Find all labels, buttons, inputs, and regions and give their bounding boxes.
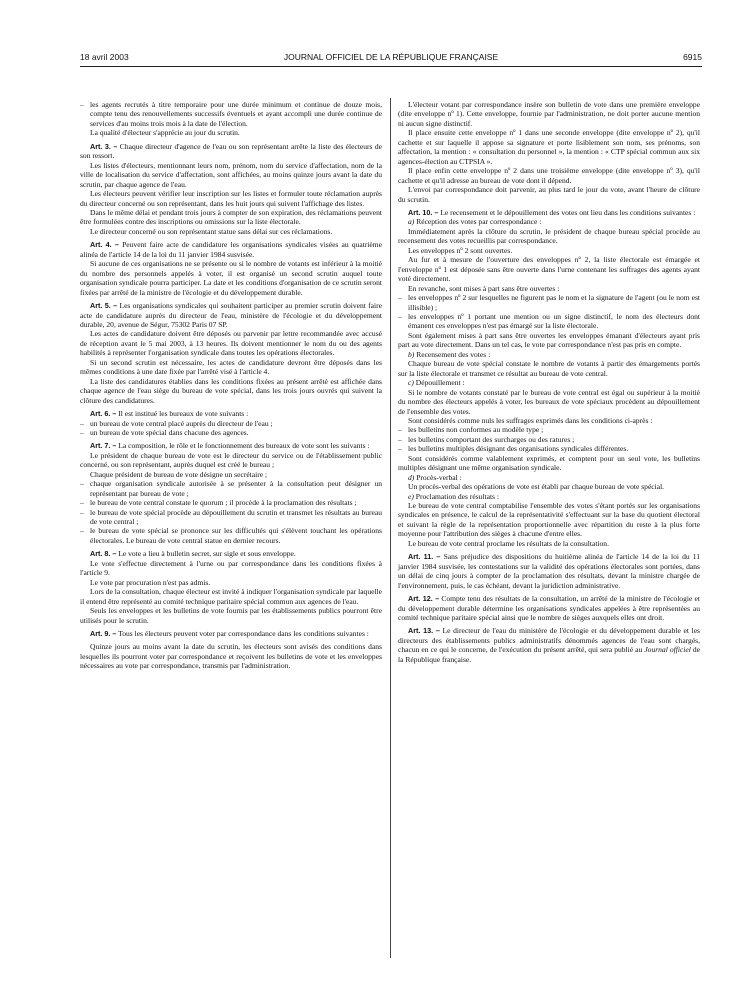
paragraph	[80, 128, 382, 137]
paragraph-text: Sans préjudice des dispositions du huitième alinéa de l'article 14 de la loi du 11 janvier 1984 susvisée, les contestations sur la validité des opérations électorales sont portées, dans un délai de cinq jours à compter de la proclamation des résultats, devant la ministre chargée de l'environnement, puis, le cas échéant, devant la juridiction administrative.	[398, 552, 701, 590]
list-item	[398, 425, 700, 434]
article-paragraph	[80, 142, 382, 161]
article-number: Art. 9. –	[90, 629, 117, 639]
list-dash: –	[80, 507, 84, 517]
paragraph-text: La liste des candidatures établies dans les conditions fixées au présent arrêté est affichée dans chaque agence de l'eau siège du bureau de vote spécial, dans les trois jours ouvrés qui suivent la clôture des candidatures.	[80, 376, 382, 405]
paragraph	[80, 208, 382, 227]
paragraph	[80, 329, 382, 357]
subsection-heading	[398, 217, 700, 226]
paragraph-text: les bulletins multiples désignant des organisations syndicales différentes.	[408, 444, 629, 454]
subsection-letter: d)	[408, 472, 415, 482]
subsection-heading	[398, 492, 700, 501]
subsection-heading	[398, 350, 700, 359]
paragraph-text: Le directeur concerné ou son représentant statue sans délai sur ces réclamations.	[90, 226, 333, 236]
paragraph-text: Peuvent faire acte de candidature les organisations syndicales visées au quatrième alinéa de l'article 14 de la loi du 11 janvier 1984 susvisée.	[80, 240, 382, 259]
paragraph	[398, 482, 700, 491]
paragraph-text: Dépouillement :	[415, 378, 465, 388]
article-paragraph	[80, 240, 382, 259]
list-item	[80, 508, 382, 527]
page-header	[80, 52, 702, 64]
header-date: 18 avril 2003	[80, 52, 129, 62]
right-column	[398, 100, 700, 664]
paragraph-text: Sont considérés comme valablement exprimés, et comptent pour un seul vote, les bulletins multiples désignant une même organisation syndicale.	[398, 453, 700, 473]
paragraph	[398, 388, 700, 416]
paragraph-text: Les électeurs peuvent vérifier leur inscription sur les listes et formuler toute réclamation auprès du directeur concerné ou son représentant, dans les huit jours qui suivent l'affichage des listes.	[80, 189, 382, 208]
article-paragraph	[398, 552, 700, 590]
paragraph-text: Les actes de candidature doivent être déposés ou parvenir par lettre recommandée avec accusé de réception avant le 5 mai 2003, à 13 heures. Ils doivent mentionner le nom du ou des agents habilités à représenter l'organisation syndicale dans toutes les opérations électorales.	[80, 329, 382, 358]
subsection-letter: e)	[408, 491, 414, 501]
list-item	[398, 435, 700, 444]
paragraph-text: les agents recrutés à titre temporaire pour une durée minimum et continue de douze mois, compte tenu des renouvellements successifs éventuels et ayant accompli une durée continue de services d'au moins trois mois à la date de l'élection.	[90, 100, 382, 128]
paragraph-text: le bureau de vote central constate le quorum ; il procède à la proclamation des résultats ;	[90, 498, 357, 508]
list-dash: –	[80, 100, 84, 109]
paragraph	[80, 470, 382, 479]
paragraph-text: Proclamation des résultats :	[415, 491, 499, 501]
paragraph-text: Il place ensuite cette enveloppe nº 1 dans une seconde enveloppe (dite enveloppe nº 2), qu'il cachette et sur laquelle il appose sa signature et porte lisiblement son nom, ses prénoms, son affectation, la mention : « consultation du personnel », la mention : « CTP spécial commun aux six agences-élection au CTPSIA ».	[398, 128, 700, 166]
paragraph-text: Immédiatement après la clôture du scrutin, le président de chaque bureau spécial procède au recensement des votes recueillis par correspondance.	[398, 226, 700, 246]
list-item	[80, 419, 382, 428]
paragraph	[80, 587, 382, 606]
paragraph	[80, 559, 382, 578]
paragraph-text: La composition, le rôle et le fonctionnement des bureaux de vote sont les suivants :	[118, 441, 370, 451]
paragraph	[398, 416, 700, 425]
paragraph-text: Sont considérés comme nuls les suffrages exprimés dans les conditions ci-après :	[408, 415, 653, 425]
paragraph	[398, 501, 700, 539]
paragraph-text: Chaque directeur d'agence de l'eau ou son représentant arrête la liste des électeurs de son ressort.	[80, 141, 383, 161]
journal-name: Journal officiel	[644, 645, 691, 655]
paragraph-text: Procès-verbal :	[416, 472, 462, 482]
paragraph	[80, 161, 382, 189]
paragraph-text: Le vote par procuration n'est pas admis.	[90, 577, 211, 587]
article-paragraph	[398, 626, 700, 664]
paragraph-text: Dans le même délai et pendant trois jours à compter de son expiration, des réclamations peuvent être formulées contre des inscriptions ou omissions sur la liste électorale.	[80, 207, 382, 227]
list-dash: –	[398, 311, 402, 321]
list-dash: –	[398, 293, 402, 303]
article-number: Art. 12. –	[408, 594, 440, 604]
paragraph-text: En revanche, sont mises à part sans être ouvertes :	[408, 283, 560, 293]
article-paragraph	[80, 549, 382, 558]
column-separator	[390, 98, 391, 958]
paragraph-text: Chaque président de bureau de vote désigne un secrétaire ;	[90, 469, 268, 479]
article-number: Art. 4. –	[90, 240, 119, 250]
paragraph-text: Le président de chaque bureau de vote est le directeur du service ou de l'établissement public concerné, ou son représentant, auprès duquel est créé le bureau ;	[80, 450, 382, 470]
paragraph-text: Le directeur de l'eau du ministère de l'écologie et du développement durable et les directeurs des établissements publics administratifs dénommés agences de l'eau sont chargés, chacun en ce qui le concerne, de l'exécution du présent arrêté, qui sera publié au	[398, 626, 700, 655]
article-paragraph	[80, 409, 382, 418]
paragraph-text: La qualité d'électeur s'apprécie au jour du scrutin.	[90, 128, 240, 138]
article-number: Art. 7. –	[90, 441, 117, 451]
paragraph-text: Si un second scrutin est nécessaire, les actes de candidature devront être déposés dans les mêmes conditions à une date fixée par l'arrêté visé à l'article 4.	[80, 357, 382, 377]
paragraph-text: Le vote s'effectue directement à l'urne ou par correspondance dans les conditions fixées à l'article 9.	[80, 558, 382, 578]
paragraph-text: les enveloppes nº 1 portant une mention ou un signe distinctif, le nom des électeurs dont émanent ces enveloppes n'est pas émargé sur la liste électorale.	[408, 311, 700, 331]
article-number: Art. 10. –	[408, 207, 439, 217]
paragraph-text: Il est institué les bureaux de vote suivants :	[118, 409, 249, 419]
paragraph	[80, 358, 382, 377]
paragraph-text: Compte tenu des résultats de la consultation, un arrêté de la ministre de l'écologie et du développement durable détermine les organisations syndicales appelées à être représentées au comité technique paritaire spécial ainsi que le nombre de sièges auxquels elles ont droit.	[398, 594, 700, 623]
list-item	[80, 479, 382, 498]
paragraph-text: Les listes d'électeurs, mentionnant leurs nom, prénom, nom du service d'affectation, nom de la ville de localisation du service d'affectation, sont affichées, au moins quinze jours avant la date du scrutin, par chaque agence de l'eau.	[80, 160, 382, 189]
list-dash: –	[398, 444, 402, 454]
paragraph-text-end: de la République française.	[398, 645, 701, 664]
header-rule	[80, 66, 702, 67]
paragraph	[398, 166, 700, 185]
paragraph	[80, 189, 382, 208]
subsection-letter: a)	[408, 217, 415, 227]
paragraph-text: Il place enfin cette enveloppe nº 2 dans une troisième enveloppe (dite enveloppe nº 3), qu'il cachette et qu'il adresse au bureau de vote dont il dépend.	[398, 166, 700, 185]
list-item	[398, 293, 700, 312]
article-paragraph	[398, 594, 700, 622]
list-item	[80, 428, 382, 437]
subsection-heading	[398, 473, 700, 482]
paragraph-text: L'envoi par correspondance doit parvenir, au plus tard le jour du vote, avant l'heure de clôture du scrutin.	[398, 185, 700, 204]
list-dash: –	[80, 427, 84, 437]
list-dash: –	[80, 418, 84, 428]
list-item	[80, 526, 382, 545]
paragraph	[80, 227, 382, 236]
paragraph-text: les bulletins comportant des surcharges ou des ratures ;	[408, 434, 575, 444]
list-dash: –	[398, 434, 402, 444]
paragraph-text: Le recensement et le dépouillement des votes ont lieu dans les conditions suivantes :	[440, 207, 696, 217]
paragraph-text: Le bureau de vote central comptabilise l'ensemble des votes s'étant portés sur les organisations syndicales en présence, le calcul de la représentativité s'effectuant sur la base du quotient électoral et suivant la règle de la représentation proportionnelle avec répartition du reste à la plus forte moyenne pour l'attribution des sièges à chacune d'entre elles.	[398, 501, 700, 539]
paragraph-text: un bureau de vote central placé auprès du directeur de l'eau ;	[90, 418, 273, 428]
paragraph-text: Lors de la consultation, chaque électeur est invité à indiquer l'organisation syndicale par laquelle il entend être représenté au comité technique paritaire spécial commun aux agences de l'eau.	[80, 587, 382, 606]
paragraph	[398, 331, 700, 350]
paragraph-text: L'électeur votant par correspondance insère son bulletin de vote dans une première enveloppe (dite enveloppe nº 1). Cette enveloppe, fournie par l'administration, ne doit porter aucune mention ni aucun signe distinctif.	[398, 100, 700, 128]
list-dash: –	[80, 498, 84, 508]
paragraph	[80, 606, 382, 625]
article-number: Art. 8. –	[90, 549, 117, 559]
paragraph-text: Si aucune de ces organisations ne se présente ou si le nombre de votants est inférieur à la moitié du nombre des personnels appelés à voter, il est organisé un second scrutin auquel toute organisation syndicale pourra participer. La date et les conditions d'organisation de ce scrutin seront fixées par arrêté de la ministre de l'écologie et du développement durable.	[80, 259, 382, 297]
list-item	[398, 312, 700, 331]
article-number: Art. 11. –	[408, 552, 441, 562]
subsection-letter: b)	[408, 349, 415, 359]
paragraph	[80, 259, 382, 297]
paragraph-text: Recensement des votes :	[416, 349, 491, 359]
list-dash: –	[80, 526, 84, 536]
page-number: 6915	[683, 52, 702, 62]
paragraph-text: Un procès-verbal des opérations de vote est établi par chaque bureau de vote spécial.	[408, 482, 665, 492]
paragraph-text: Le vote a lieu à bulletin secret, sur sigle et sous enveloppe.	[118, 549, 296, 559]
paragraph-text: Tous les électeurs peuvent voter par correspondance dans les conditions suivantes :	[118, 629, 369, 639]
paragraph-text: les enveloppes nº 2 sur lesquelles ne figurent pas le nom et la signature de l'agent (ou le nom est illisible) ;	[408, 293, 700, 312]
paragraph	[398, 185, 700, 204]
list-item	[80, 498, 382, 507]
list-dash: –	[398, 425, 402, 435]
paragraph-text: les bulletins non conformes au modèle type ;	[408, 425, 544, 435]
article-number: Art. 5. –	[90, 301, 118, 311]
paragraph-text: Les enveloppes nº 2 sont ouvertes.	[408, 245, 513, 255]
paragraph-text: Quinze jours au moins avant la date du scrutin, les électeurs sont avisés des conditions dans lesquelles ils pourront voter par correspondance et reçoivent les bulletins de vote et les enveloppes nécessaires au vote par correspondance, transmis par l'administration.	[80, 642, 382, 671]
paragraph	[80, 578, 382, 587]
paragraph-text: Seuls les enveloppes et les bulletins de vote fournis par les établissements publics pourront être utilisés pour le scrutin.	[80, 606, 382, 625]
paragraph-text: le bureau de vote spécial se prononce sur les difficultés qui s'élèvent touchant les opérations électorales. Le bureau de vote central statue en dernier recours.	[90, 526, 382, 545]
paragraph-text: Si le nombre de votants constaté par le bureau de vote central est égal ou supérieur à la moitié du nombre des électeurs appelés à voter, les bureaux de vote spéciaux procèdent au dépouillement de l'ensemble des votes.	[398, 387, 700, 416]
article-paragraph	[80, 301, 382, 329]
paragraph-text: le bureau de vote spécial procède au dépouillement du scrutin et transmet les résultats au bureau de vote central ;	[90, 507, 382, 527]
paragraph	[398, 246, 700, 255]
article-number: Art. 3. –	[90, 141, 118, 151]
list-item	[398, 444, 700, 453]
article-paragraph	[80, 441, 382, 450]
paragraph	[398, 284, 700, 293]
article-number: Art. 13. –	[408, 626, 440, 636]
paragraph	[80, 642, 382, 670]
paragraph	[80, 377, 382, 405]
paragraph-text: chaque organisation syndicale autorisée à se présenter à la consultation peut désigner un représentant par bureau de vote ;	[90, 479, 382, 498]
paragraph	[398, 227, 700, 246]
paragraph	[398, 359, 700, 378]
paragraph-text: Réception des votes par correspondance :	[416, 217, 542, 227]
paragraph	[398, 255, 700, 283]
article-paragraph	[80, 629, 382, 638]
list-dash: –	[80, 479, 84, 489]
journal-title: JOURNAL OFFICIEL DE LA RÉPUBLIQUE FRANÇAISE	[283, 52, 499, 62]
list-item	[80, 100, 382, 128]
paragraph	[80, 451, 382, 470]
left-column	[80, 100, 382, 671]
paragraph-text: Chaque bureau de vote spécial constate le nombre de votants à partir des émargements portés sur la liste électorale et transmet ce résultat au bureau de vote central.	[398, 359, 700, 378]
subsection-letter: c)	[408, 378, 414, 388]
article-paragraph	[398, 208, 700, 217]
paragraph	[398, 100, 700, 128]
paragraph-text: Au fur et à mesure de l'ouverture des enveloppes nº 2, la liste électorale est émargée et l'enveloppe nº 1 est déposée sans être ouverte dans l'urne contenant les suffrages des agents ayant voté directement.	[398, 255, 700, 284]
paragraph	[398, 128, 700, 166]
paragraph-text: Le bureau de vote central proclame les résultats de la consultation.	[408, 538, 609, 548]
paragraph	[398, 454, 700, 473]
paragraph-text: Sont également mises à part sans être ouvertes les enveloppes émanant d'électeurs ayant pris part au vote directement. Dans un tel cas, le vote par correspondance n'est pas pris en compte.	[398, 330, 700, 350]
paragraph-text: Les organisations syndicales qui souhaitent participer au premier scrutin doivent faire acte de candidature auprès du directeur de l'eau, ministère de l'écologie et du développement durable, 20, avenue de Ségur, 75302 Paris 07 SP.	[80, 301, 382, 329]
paragraph-text: un bureau de vote spécial dans chacune des agences.	[90, 427, 249, 437]
paragraph	[398, 539, 700, 548]
article-number: Art. 6. –	[90, 409, 117, 419]
subsection-heading	[398, 378, 700, 387]
